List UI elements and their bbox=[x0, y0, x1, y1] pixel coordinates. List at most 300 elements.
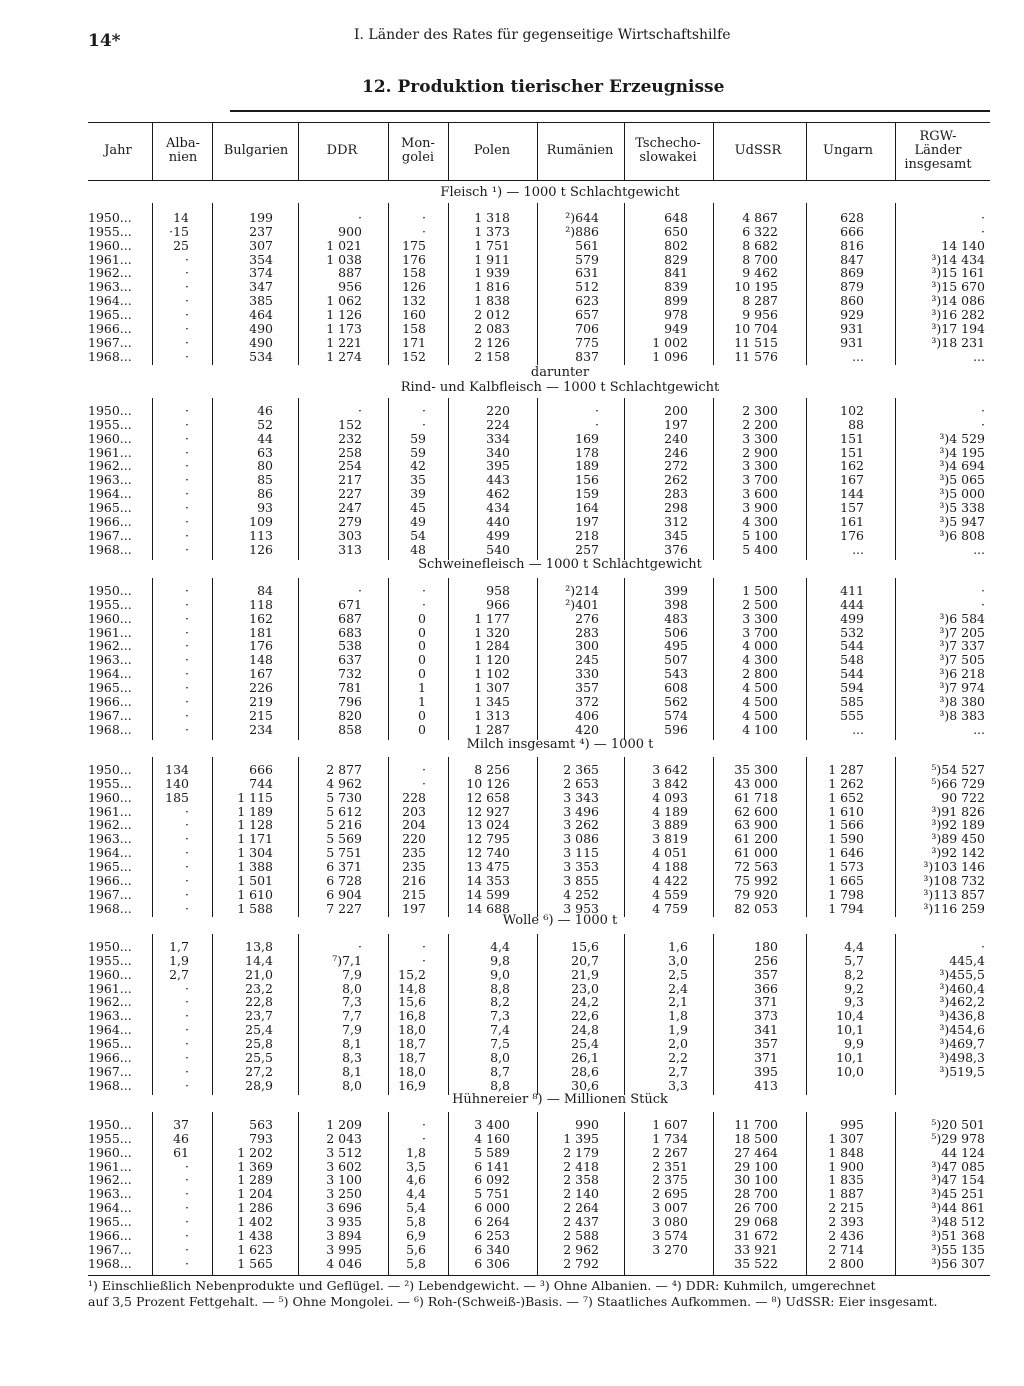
table-cell: 262 bbox=[664, 472, 688, 488]
table-cell: 1 610 bbox=[828, 803, 864, 819]
table-cell: 499 bbox=[486, 527, 510, 543]
table-cell: · bbox=[358, 583, 362, 598]
table-cell: 167 bbox=[249, 666, 273, 682]
table-cell: 1 bbox=[418, 693, 426, 709]
table-cell: · bbox=[422, 1117, 426, 1132]
table-cell: ³)462,2 bbox=[939, 994, 985, 1010]
table-cell: 234 bbox=[249, 721, 273, 737]
table-cell: · bbox=[185, 444, 189, 460]
table-cell: ³)7 974 bbox=[939, 679, 985, 695]
table-cell: 2 393 bbox=[828, 1213, 864, 1229]
table-cell: · bbox=[185, 707, 189, 723]
table-cell: 45 bbox=[410, 499, 426, 515]
table-cell: 1 835 bbox=[828, 1172, 864, 1188]
table-cell: ... bbox=[973, 348, 985, 364]
table-cell: 3 700 bbox=[742, 624, 778, 640]
table-cell: 2,2 bbox=[668, 1049, 688, 1065]
table-cell: · bbox=[422, 596, 426, 612]
table-cell: 978 bbox=[664, 306, 688, 322]
table-cell: 6 371 bbox=[326, 858, 362, 874]
table-cell: 3 995 bbox=[326, 1241, 362, 1257]
table-cell: 2,0 bbox=[668, 1035, 688, 1051]
table-cell: 374 bbox=[249, 265, 273, 281]
column-header: Tschecho- slowakei bbox=[635, 136, 701, 165]
year-cell: 1960... bbox=[88, 430, 132, 446]
table-cell: 4 500 bbox=[742, 707, 778, 723]
table-cell: 543 bbox=[664, 666, 688, 682]
table-cell: 2 800 bbox=[828, 1255, 864, 1271]
table-cell: 3 889 bbox=[652, 817, 688, 833]
table-cell: 10 704 bbox=[734, 320, 778, 336]
table-cell: 357 bbox=[754, 966, 778, 982]
table-cell: 22,8 bbox=[245, 994, 273, 1010]
table-cell: 8,0 bbox=[342, 1077, 362, 1093]
table-cell: ³)113 857 bbox=[923, 886, 985, 902]
table-cell: 283 bbox=[575, 624, 599, 640]
table-cell: 887 bbox=[338, 265, 362, 281]
table-cell: 3 574 bbox=[652, 1227, 688, 1243]
table-cell: 1,9 bbox=[668, 1022, 688, 1038]
table-cell: 347 bbox=[249, 279, 273, 295]
table-cell: 224 bbox=[486, 416, 510, 432]
table-cell: 6 000 bbox=[474, 1200, 510, 1216]
table-cell: · bbox=[422, 1130, 426, 1146]
table-cell: 157 bbox=[840, 499, 864, 515]
table-cell: ³)14 086 bbox=[931, 293, 985, 309]
table-cell: 6 092 bbox=[474, 1172, 510, 1188]
table-cell: ³)5 338 bbox=[939, 499, 985, 515]
table-cell: 3,5 bbox=[406, 1158, 426, 1174]
table-cell: 1 189 bbox=[237, 803, 273, 819]
table-cell: 12 927 bbox=[466, 803, 510, 819]
table-cell: · bbox=[981, 596, 985, 612]
table-cell: 499 bbox=[840, 610, 864, 626]
table-cell: 1 566 bbox=[828, 817, 864, 833]
table-cell: 1 318 bbox=[474, 210, 510, 225]
table-cell: 0 bbox=[418, 666, 426, 682]
table-cell: 4,6 bbox=[406, 1172, 426, 1188]
table-cell: 900 bbox=[338, 223, 362, 239]
table-cell: · bbox=[185, 1063, 189, 1079]
year-cell: 1964... bbox=[88, 1022, 132, 1038]
table-cell: 16,8 bbox=[398, 1008, 426, 1024]
table-cell: · bbox=[185, 1077, 189, 1093]
table-cell: ³)89 450 bbox=[931, 831, 985, 847]
table-cell: 1 500 bbox=[742, 583, 778, 598]
year-cell: 1963... bbox=[88, 1008, 132, 1024]
year-cell: 1955... bbox=[88, 1130, 132, 1146]
table-cell: 29 100 bbox=[734, 1158, 778, 1174]
table-cell: · bbox=[185, 334, 189, 350]
year-cell: 1950... bbox=[88, 1117, 132, 1132]
table-cell: 3 953 bbox=[563, 900, 599, 916]
table-cell: 931 bbox=[840, 334, 864, 350]
table-cell: 1 262 bbox=[828, 775, 864, 791]
table-cell: 6 264 bbox=[474, 1213, 510, 1229]
table-cell: · bbox=[422, 952, 426, 968]
header-top-rule bbox=[88, 122, 990, 123]
table-cell: 35 300 bbox=[734, 762, 778, 777]
table-cell: 8,8 bbox=[490, 1077, 510, 1093]
year-cell: 1963... bbox=[88, 1186, 132, 1202]
table-cell: 215 bbox=[249, 707, 273, 723]
table-cell: ³)436,8 bbox=[939, 1008, 985, 1024]
footnote-line: auf 3,5 Prozent Fettgehalt. — ⁵) Ohne Mongolei. — ⁶) Roh-(Schweiß-)Basis. — ⁷) Staatliches Aufkommen. — ⁸) UdSSR: Eier insgesamt. bbox=[88, 1294, 938, 1309]
table-cell: 5,6 bbox=[406, 1241, 426, 1257]
table-cell: 161 bbox=[840, 513, 864, 529]
table-cell: 534 bbox=[249, 348, 273, 364]
table-cell: 373 bbox=[754, 1008, 778, 1024]
column-divider bbox=[448, 123, 449, 180]
table-cell: 303 bbox=[338, 527, 362, 543]
table-cell: 3 353 bbox=[563, 858, 599, 874]
table-cell: 7,7 bbox=[342, 1008, 362, 1024]
year-cell: 1962... bbox=[88, 638, 132, 654]
table-cell: 555 bbox=[840, 707, 864, 723]
year-cell: 1955... bbox=[88, 596, 132, 612]
table-cell: ³)47 154 bbox=[931, 1172, 985, 1188]
table-cell: 197 bbox=[575, 513, 599, 529]
table-cell: 1 373 bbox=[474, 223, 510, 239]
table-cell: 574 bbox=[664, 707, 688, 723]
table-cell: 5 569 bbox=[326, 831, 362, 847]
table-cell: 15,6 bbox=[398, 994, 426, 1010]
table-cell: 563 bbox=[249, 1117, 273, 1132]
table-cell: 847 bbox=[840, 251, 864, 267]
table-cell: · bbox=[185, 1186, 189, 1202]
table-cell: · bbox=[185, 416, 189, 432]
year-cell: 1950... bbox=[88, 210, 132, 225]
table-cell: 59 bbox=[410, 430, 426, 446]
table-cell: 9,8 bbox=[490, 952, 510, 968]
table-cell: 167 bbox=[840, 472, 864, 488]
table-cell: 706 bbox=[575, 320, 599, 336]
table-cell: 1 bbox=[418, 679, 426, 695]
table-cell: 562 bbox=[664, 693, 688, 709]
table-cell: 152 bbox=[338, 416, 362, 432]
table-cell: 512 bbox=[575, 279, 599, 295]
table-cell: ³)108 732 bbox=[923, 872, 985, 888]
table-cell: · bbox=[358, 939, 362, 954]
table-cell: 357 bbox=[754, 1035, 778, 1051]
table-cell: 31 672 bbox=[734, 1227, 778, 1243]
table-cell: 6 340 bbox=[474, 1241, 510, 1257]
table-cell: ³)92 142 bbox=[931, 845, 985, 861]
table-cell: 2 358 bbox=[563, 1172, 599, 1188]
table-cell: ³)15 161 bbox=[931, 265, 985, 281]
table-cell: 79 920 bbox=[734, 886, 778, 902]
table-cell: 7,3 bbox=[490, 1008, 510, 1024]
table-cell: 7,3 bbox=[342, 994, 362, 1010]
table-cell: 3 900 bbox=[742, 499, 778, 515]
table-cell: 3,3 bbox=[668, 1077, 688, 1093]
table-cell: ³)4 195 bbox=[939, 444, 985, 460]
table-cell: · bbox=[185, 693, 189, 709]
table-cell: 2,7 bbox=[668, 1063, 688, 1079]
table-cell: · bbox=[185, 652, 189, 668]
table-cell: 1 646 bbox=[828, 845, 864, 861]
table-cell: 561 bbox=[575, 237, 599, 253]
table-cell: 226 bbox=[249, 679, 273, 695]
table-cell: · bbox=[981, 939, 985, 954]
table-cell: 13 475 bbox=[466, 858, 510, 874]
table-cell: ... bbox=[852, 721, 864, 737]
table-cell: 148 bbox=[249, 652, 273, 668]
table-cell: 6 253 bbox=[474, 1227, 510, 1243]
table-cell: ⁵)66 729 bbox=[931, 775, 985, 791]
table-cell: 75 992 bbox=[734, 872, 778, 888]
table-cell: 385 bbox=[249, 293, 273, 309]
table-cell: 2 500 bbox=[742, 596, 778, 612]
year-cell: 1966... bbox=[88, 872, 132, 888]
table-cell: 3 935 bbox=[326, 1213, 362, 1229]
table-cell: 5 216 bbox=[326, 817, 362, 833]
year-cell: 1966... bbox=[88, 320, 132, 336]
table-cell: 8,0 bbox=[490, 1049, 510, 1065]
year-cell: 1964... bbox=[88, 293, 132, 309]
table-cell: 7,9 bbox=[342, 1022, 362, 1038]
table-cell: 596 bbox=[664, 721, 688, 737]
table-cell: 3 894 bbox=[326, 1227, 362, 1243]
table-cell: 1 102 bbox=[474, 666, 510, 682]
table-cell: 26 700 bbox=[734, 1200, 778, 1216]
table-cell: 61 000 bbox=[734, 845, 778, 861]
year-cell: 1961... bbox=[88, 1158, 132, 1174]
table-cell: 1 751 bbox=[474, 237, 510, 253]
table-cell: · bbox=[981, 223, 985, 239]
table-cell: 1 284 bbox=[474, 638, 510, 654]
table-cell: ⁵)20 501 bbox=[931, 1117, 985, 1132]
table-cell: 8,0 bbox=[342, 980, 362, 996]
table-cell: 1 402 bbox=[237, 1213, 273, 1229]
table-cell: 283 bbox=[664, 486, 688, 502]
year-cell: 1967... bbox=[88, 886, 132, 902]
table-cell: · bbox=[185, 1158, 189, 1174]
table-cell: ²)214 bbox=[565, 583, 599, 598]
year-cell: 1965... bbox=[88, 858, 132, 874]
table-cell: ³)8 380 bbox=[939, 693, 985, 709]
table-cell: 6 141 bbox=[474, 1158, 510, 1174]
table-cell: 27,2 bbox=[245, 1063, 273, 1079]
table-cell: 247 bbox=[338, 499, 362, 515]
table-cell: 9,3 bbox=[844, 994, 864, 1010]
table-cell: 7,4 bbox=[490, 1022, 510, 1038]
table-cell: 4 500 bbox=[742, 679, 778, 695]
table-cell: 10 126 bbox=[466, 775, 510, 791]
table-cell: 413 bbox=[754, 1077, 778, 1093]
table-cell: · bbox=[185, 858, 189, 874]
table-cell: · bbox=[185, 721, 189, 737]
table-cell: 3 819 bbox=[652, 831, 688, 847]
table-cell: 841 bbox=[664, 265, 688, 281]
table-cell: 650 bbox=[664, 223, 688, 239]
table-cell: 227 bbox=[338, 486, 362, 502]
table-cell: 63 900 bbox=[734, 817, 778, 833]
table-cell: 199 bbox=[249, 210, 273, 225]
table-cell: 5 589 bbox=[474, 1144, 510, 1160]
table-cell: ³)498,3 bbox=[939, 1049, 985, 1065]
table-cell: 8 256 bbox=[474, 762, 510, 777]
table-cell: · bbox=[981, 403, 985, 418]
year-cell: 1961... bbox=[88, 803, 132, 819]
table-cell: 4,4 bbox=[490, 939, 510, 954]
table-cell: 445,4 bbox=[949, 952, 985, 968]
table-cell: ³)55 135 bbox=[931, 1241, 985, 1257]
table-cell: 181 bbox=[249, 624, 273, 640]
table-cell: · bbox=[185, 980, 189, 996]
table-cell: 23,0 bbox=[571, 980, 599, 996]
table-cell: 3 512 bbox=[326, 1144, 362, 1160]
table-cell: 1 794 bbox=[828, 900, 864, 916]
table-cell: 88 bbox=[848, 416, 864, 432]
table-cell: 2 200 bbox=[742, 416, 778, 432]
year-cell: 1964... bbox=[88, 666, 132, 682]
table-cell: ³)16 282 bbox=[931, 306, 985, 322]
table-cell: · bbox=[595, 416, 599, 432]
table-cell: 8,7 bbox=[490, 1063, 510, 1079]
table-cell: 10,1 bbox=[836, 1049, 864, 1065]
table-cell: ³)5 065 bbox=[939, 472, 985, 488]
table-cell: 4 188 bbox=[652, 858, 688, 874]
table-cell: 5,4 bbox=[406, 1200, 426, 1216]
table-cell: ³)45 251 bbox=[931, 1186, 985, 1202]
table-cell: 443 bbox=[486, 472, 510, 488]
table-cell: 3 600 bbox=[742, 486, 778, 502]
table-cell: 1 115 bbox=[237, 789, 273, 805]
table-cell: 4 093 bbox=[652, 789, 688, 805]
section-title: darunter Rind- und Kalbfleisch — 1000 t Schlachtgewicht bbox=[400, 365, 720, 395]
table-cell: 995 bbox=[840, 1117, 864, 1132]
table-cell: 1 369 bbox=[237, 1158, 273, 1174]
table-cell: · bbox=[422, 210, 426, 225]
table-cell: 27 464 bbox=[734, 1144, 778, 1160]
table-cell: 3 007 bbox=[652, 1200, 688, 1216]
year-cell: 1950... bbox=[88, 939, 132, 954]
table-cell: 3 700 bbox=[742, 472, 778, 488]
table-cell: 687 bbox=[338, 610, 362, 626]
table-cell: 257 bbox=[575, 541, 599, 557]
table-cell: ³)18 231 bbox=[931, 334, 985, 350]
year-cell: 1965... bbox=[88, 1035, 132, 1051]
table-cell: 185 bbox=[165, 789, 189, 805]
table-cell: 20,7 bbox=[571, 952, 599, 968]
table-cell: 1 900 bbox=[828, 1158, 864, 1174]
table-cell: 13 024 bbox=[466, 817, 510, 833]
table-cell: · bbox=[185, 845, 189, 861]
table-cell: 216 bbox=[402, 872, 426, 888]
table-cell: 744 bbox=[249, 775, 273, 791]
table-cell: 5 730 bbox=[326, 789, 362, 805]
year-cell: 1967... bbox=[88, 334, 132, 350]
table-cell: 1 209 bbox=[326, 1117, 362, 1132]
table-cell: 272 bbox=[664, 458, 688, 474]
table-cell: 420 bbox=[575, 721, 599, 737]
table-cell: 816 bbox=[840, 237, 864, 253]
table-cell: 151 bbox=[840, 430, 864, 446]
table-cell: 548 bbox=[840, 652, 864, 668]
footnote-line: ¹) Einschließlich Nebenprodukte und Geflügel. — ²) Lebendgewicht. — ³) Ohne Albanien. — ⁴) DDR: Kuhmilch, umgerechnet bbox=[88, 1278, 876, 1293]
table-cell: 1 573 bbox=[828, 858, 864, 874]
table-cell: 4 300 bbox=[742, 513, 778, 529]
table-cell: 28 700 bbox=[734, 1186, 778, 1202]
table-cell: 1 313 bbox=[474, 707, 510, 723]
table-cell: 134 bbox=[165, 762, 189, 777]
table-cell: 3 343 bbox=[563, 789, 599, 805]
column-header: RGW- Länder insgesamt bbox=[904, 129, 972, 172]
table-cell: 899 bbox=[664, 293, 688, 309]
table-cell: 3,0 bbox=[668, 952, 688, 968]
year-cell: 1968... bbox=[88, 348, 132, 364]
table-cell: 84 bbox=[257, 583, 273, 598]
table-cell: 2 900 bbox=[742, 444, 778, 460]
table-cell: 9,2 bbox=[844, 980, 864, 996]
table-cell: 958 bbox=[486, 583, 510, 598]
table-cell: ³)6 584 bbox=[939, 610, 985, 626]
table-cell: · bbox=[422, 223, 426, 239]
table-cell: 775 bbox=[575, 334, 599, 350]
year-cell: 1964... bbox=[88, 1200, 132, 1216]
table-cell: 39 bbox=[410, 486, 426, 502]
table-cell: · bbox=[185, 499, 189, 515]
table-cell: 4 500 bbox=[742, 693, 778, 709]
table-cell: 0 bbox=[418, 721, 426, 737]
year-cell: 1965... bbox=[88, 306, 132, 322]
table-cell: 109 bbox=[249, 513, 273, 529]
table-cell: ³)455,5 bbox=[939, 966, 985, 982]
table-cell: 648 bbox=[664, 210, 688, 225]
table-cell: 1 171 bbox=[237, 831, 273, 847]
table-cell: 7,9 bbox=[342, 966, 362, 982]
table-cell: · bbox=[185, 472, 189, 488]
table-cell: ⁷)7,1 bbox=[332, 952, 362, 968]
table-cell: 2 695 bbox=[652, 1186, 688, 1202]
table-cell: 1 287 bbox=[474, 721, 510, 737]
table-cell: 3 080 bbox=[652, 1213, 688, 1229]
table-cell: 8 700 bbox=[742, 251, 778, 267]
table-cell: ⁵)54 527 bbox=[931, 762, 985, 777]
table-cell: ³)5 000 bbox=[939, 486, 985, 502]
table-cell: 949 bbox=[664, 320, 688, 336]
table-cell: 829 bbox=[664, 251, 688, 267]
year-cell: 1960... bbox=[88, 1144, 132, 1160]
table-cell: 2 264 bbox=[563, 1200, 599, 1216]
table-cell: 312 bbox=[664, 513, 688, 529]
table-cell: 990 bbox=[575, 1117, 599, 1132]
table-cell: 3 086 bbox=[563, 831, 599, 847]
table-cell: ³)56 307 bbox=[931, 1255, 985, 1271]
table-cell: 258 bbox=[338, 444, 362, 460]
table-cell: 732 bbox=[338, 666, 362, 682]
table-cell: · bbox=[185, 430, 189, 446]
table-cell: 82 053 bbox=[734, 900, 778, 916]
table-cell: ... bbox=[852, 348, 864, 364]
table-cell: 1 126 bbox=[326, 306, 362, 322]
table-cell: 118 bbox=[249, 596, 273, 612]
table-cell: · bbox=[358, 210, 362, 225]
table-cell: 464 bbox=[249, 306, 273, 322]
table-cell: 4 189 bbox=[652, 803, 688, 819]
table-cell: 144 bbox=[840, 486, 864, 502]
section-title: Schweinefleisch — 1000 t Schlachtgewicht bbox=[418, 557, 702, 572]
table-cell: 434 bbox=[486, 499, 510, 515]
table-cell: 1 062 bbox=[326, 293, 362, 309]
table-cell: ³)48 512 bbox=[931, 1213, 985, 1229]
table-cell: 5,8 bbox=[406, 1255, 426, 1271]
table-cell: 237 bbox=[249, 223, 273, 239]
year-cell: 1967... bbox=[88, 707, 132, 723]
table-cell: 2 215 bbox=[828, 1200, 864, 1216]
table-cell: 1 286 bbox=[237, 1200, 273, 1216]
